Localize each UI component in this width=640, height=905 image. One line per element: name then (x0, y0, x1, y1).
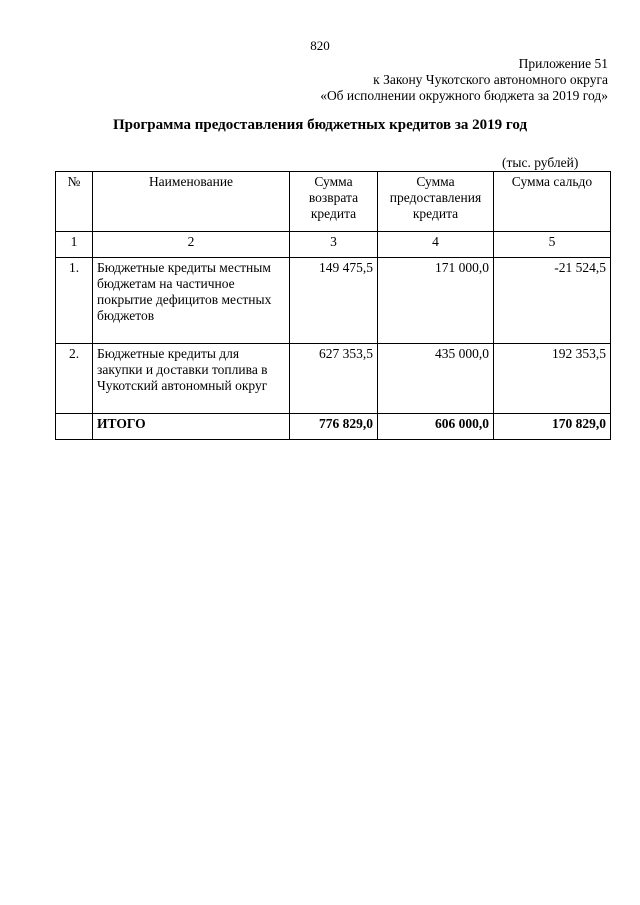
row-provision: 435 000,0 (378, 344, 494, 414)
appendix-line-3: «Об исполнении окружного бюджета за 2019 год» (320, 88, 608, 103)
row-num: 2. (56, 344, 93, 414)
table-row (56, 258, 611, 344)
row-name: Бюджетные кредиты местным бюджетам на частичное покрытие дефицитов местных бюджетов (93, 258, 290, 344)
page-number: 820 (310, 38, 330, 53)
total-repayment: 776 829,0 (290, 414, 378, 440)
row-balance: -21 524,5 (494, 258, 611, 344)
row-repayment: 149 475,5 (290, 258, 378, 344)
header-balance: Сумма сальдо (494, 172, 611, 232)
column-number-2: 2 (93, 232, 290, 258)
budget-credits-table (55, 171, 611, 440)
table-header-row (56, 172, 611, 232)
header-num: № (56, 172, 93, 232)
total-num-empty (56, 414, 93, 440)
table-row (56, 344, 611, 414)
total-label: ИТОГО (93, 414, 290, 440)
column-number-4: 4 (378, 232, 494, 258)
row-num: 1. (56, 258, 93, 344)
row-name: Бюджетные кредиты для закупки и доставки топлива в Чукотский автономный округ (93, 344, 290, 414)
column-number-3: 3 (290, 232, 378, 258)
total-row (56, 414, 611, 440)
header-name: Наименование (93, 172, 290, 232)
document-title: Программа предоставления бюджетных кредитов за 2019 год (112, 117, 528, 133)
header-provision: Сумма предоставления кредита (378, 172, 494, 232)
appendix-line-2: к Закону Чукотского автономного округа (373, 72, 608, 87)
total-provision: 606 000,0 (378, 414, 494, 440)
header-repayment: Сумма возврата кредита (290, 172, 378, 232)
appendix-reference (320, 56, 608, 104)
column-number-5: 5 (494, 232, 611, 258)
column-number-1: 1 (56, 232, 93, 258)
column-number-row (56, 232, 611, 258)
row-repayment: 627 353,5 (290, 344, 378, 414)
row-provision: 171 000,0 (378, 258, 494, 344)
units-label: (тыс. рублей) (502, 155, 579, 170)
appendix-line-1: Приложение 51 (518, 56, 608, 71)
total-balance: 170 829,0 (494, 414, 611, 440)
row-balance: 192 353,5 (494, 344, 611, 414)
